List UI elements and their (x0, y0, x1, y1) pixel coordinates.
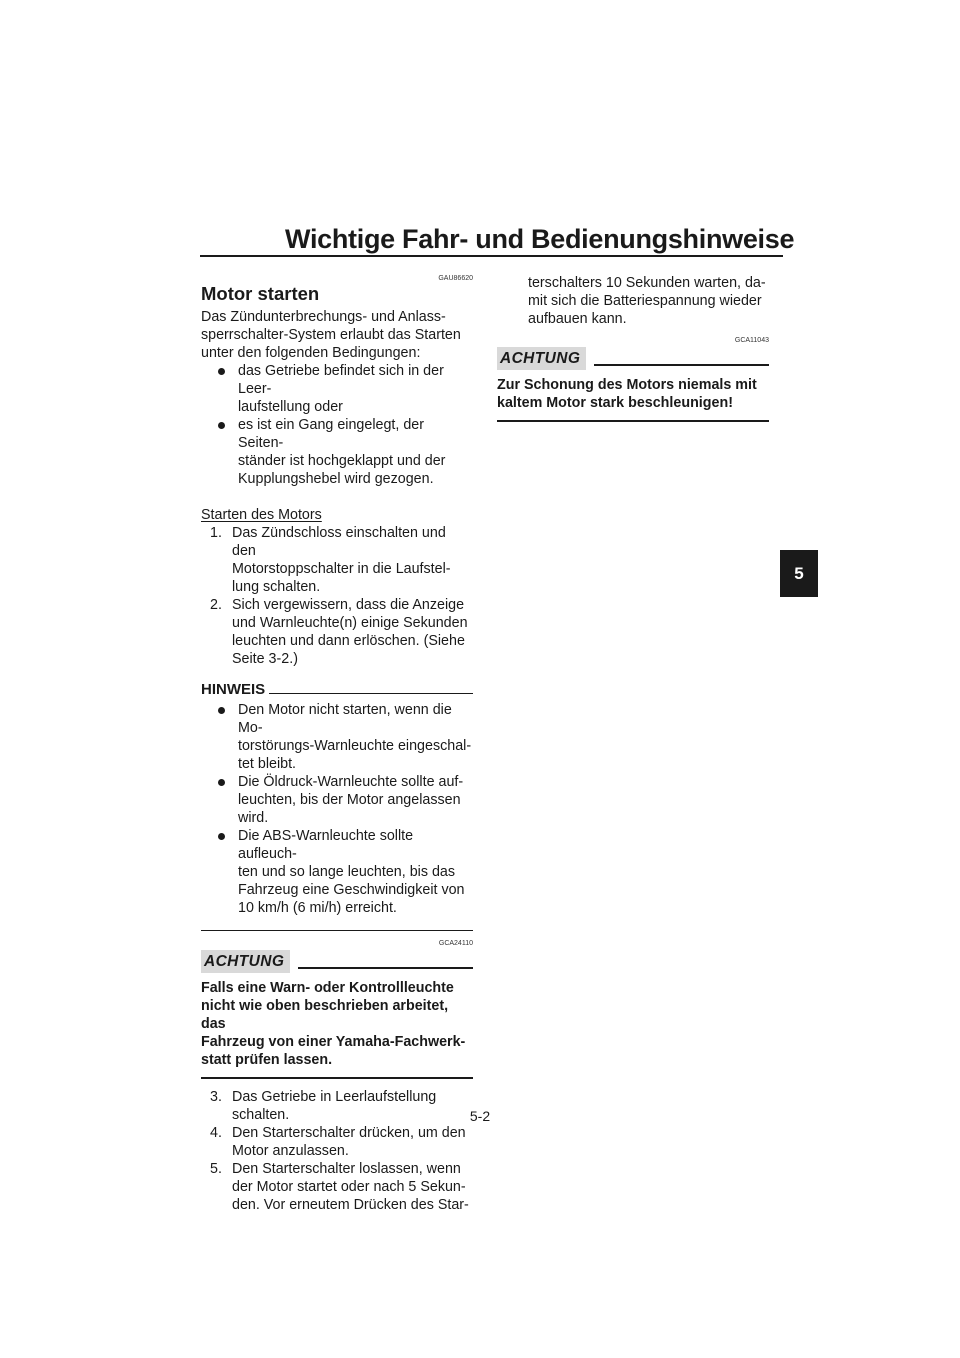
text-line: Zur Schonung des Motors niemals mit (497, 377, 757, 393)
text-line: Fahrzeug eine Geschwindigkeit von (238, 882, 465, 898)
page-number: 5-2 (469, 1108, 491, 1124)
bullet-dot-icon (218, 707, 225, 714)
text-line: der Motor startet oder nach 5 Sekun- (232, 1179, 466, 1195)
section-heading: Motor starten (201, 283, 320, 304)
step-number: 4. (210, 1125, 222, 1141)
step-continuation (497, 274, 769, 328)
text-line: unter den folgenden Bedingungen: (201, 345, 421, 361)
text-line: Den Motor nicht starten, wenn die Mo- (238, 702, 452, 736)
text-line: mit sich die Batteriespannung wieder (528, 293, 762, 309)
text-line: tet bleibt. (238, 756, 297, 772)
numbered-step (201, 1160, 473, 1214)
text-line: und Warnleuchte(n) einige Sekunden (232, 615, 468, 631)
reference-code: GAU86620 (438, 275, 473, 282)
text-line: Das Zündunterbrechungs- und Anlass- (201, 309, 446, 325)
subheading: Starten des Motors (201, 507, 322, 523)
note-rule (269, 693, 473, 694)
caution-header (201, 950, 473, 973)
chapter-tab: 5 (780, 550, 818, 597)
text-line: kaltem Motor stark beschleunigen! (497, 395, 733, 411)
note-end-rule (201, 930, 473, 931)
title-rule (200, 255, 783, 257)
numbered-step (201, 1088, 473, 1124)
text-line: Das Getriebe in Leerlaufstellung (232, 1089, 437, 1105)
bullet-dot-icon (218, 779, 225, 786)
text-line: nicht wie oben beschrieben arbeitet, das (201, 998, 449, 1032)
text-line: ten und so lange leuchten, bis das (238, 864, 455, 880)
text-line: Das Zündschloss einschalten und den (232, 525, 446, 559)
bullet-dot-icon (218, 833, 225, 840)
page-title: Wichtige Fahr- und Bedienungshinweise (285, 224, 795, 254)
text-line: sperrschalter-System erlaubt das Starten (201, 327, 461, 343)
numbered-step (201, 1124, 473, 1160)
text-line: torstörungs-Warnleuchte eingeschal- (238, 738, 472, 754)
text-line: terschalters 10 Sekunden warten, da- (528, 275, 766, 291)
numbered-step (201, 524, 473, 596)
caution-end-rule (497, 420, 769, 422)
reference-code: GCA11043 (734, 337, 769, 344)
text-line: laufstellung oder (238, 399, 343, 415)
caution-end-rule (201, 1077, 473, 1079)
intro-paragraph (201, 308, 473, 362)
bullet-dot-icon (218, 368, 225, 375)
caution-text (497, 376, 769, 412)
text-line: Motor anzulassen. (232, 1143, 349, 1159)
caution-rule (594, 364, 769, 366)
text-line: statt prüfen lassen. (201, 1052, 333, 1068)
text-line: leuchten, bis der Motor angelassen (238, 792, 461, 808)
caution-label: ACHTUNG (497, 347, 586, 370)
text-line: Den Starterschalter drücken, um den (232, 1125, 466, 1141)
text-line: Falls eine Warn- oder Kontrollleuchte (201, 980, 454, 996)
note-body (201, 701, 473, 917)
note-label: HINWEIS (201, 681, 266, 698)
note-bullet (201, 701, 473, 773)
reference-code: GCA24110 (438, 940, 473, 947)
text-line: leuchten und dann erlöschen. (Siehe (232, 633, 465, 649)
text-line: Fahrzeug von einer Yamaha-Fachwerk- (201, 1034, 466, 1050)
numbered-step (201, 596, 473, 668)
step-number: 1. (210, 525, 222, 541)
steps-continued (201, 1088, 473, 1214)
text-line: 10 km/h (6 mi/h) erreicht. (238, 900, 397, 916)
bullet-dot-icon (218, 422, 225, 429)
caution-label: ACHTUNG (201, 950, 290, 973)
right-column (497, 274, 769, 422)
text-line: Motorstoppschalter in die Laufstel- (232, 561, 451, 577)
bullet-item (201, 416, 473, 488)
text-line: Seite 3-2.) (232, 651, 298, 667)
note-bullet (201, 827, 473, 917)
text-line: lung schalten. (232, 579, 321, 595)
step-number: 5. (210, 1161, 222, 1177)
text-line: ständer ist hochgeklappt und der (238, 453, 446, 469)
text-line: Sich vergewissern, dass die Anzeige (232, 597, 465, 613)
note-bullet (201, 773, 473, 827)
text-line: Den Starterschalter loslassen, wenn (232, 1161, 461, 1177)
step-number: 2. (210, 597, 222, 613)
caution-header (497, 347, 769, 370)
caution-text (201, 979, 473, 1069)
step-number: 3. (210, 1089, 222, 1105)
text-line: Die Öldruck-Warnleuchte sollte auf- (238, 774, 464, 790)
text-line: das Getriebe befindet sich in der Leer- (238, 363, 444, 397)
left-column (201, 274, 473, 1214)
text-line: schalten. (232, 1107, 290, 1123)
text-line: wird. (238, 810, 269, 826)
text-line: aufbauen kann. (528, 311, 627, 327)
bullet-item (201, 362, 473, 416)
caution-rule (298, 967, 473, 969)
text-line: den. Vor erneutem Drücken des Star- (232, 1197, 469, 1213)
text-line: es ist ein Gang eingelegt, der Seiten- (238, 417, 424, 451)
text-line: Die ABS-Warnleuchte sollte aufleuch- (238, 828, 414, 862)
note-header (201, 681, 473, 699)
text-line: Kupplungshebel wird gezogen. (238, 471, 434, 487)
